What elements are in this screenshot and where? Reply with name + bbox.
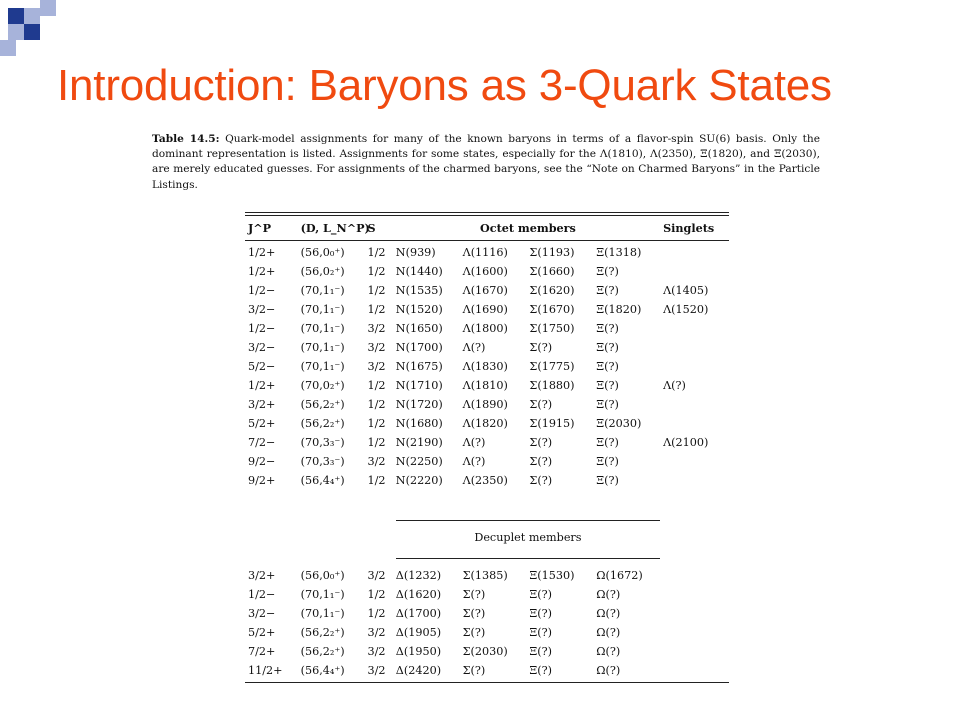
decuplet-cell-omega-member: Ω(?) — [596, 645, 621, 658]
octet-cell-n-member: N(1650) — [395, 322, 443, 335]
octet-cell-n-member: N(1675) — [395, 360, 443, 373]
header-octet-members: Octet members — [480, 221, 576, 235]
decuplet-cell-jp: 7/2+ — [248, 645, 276, 658]
octet-cell-n-member: N(1535) — [395, 284, 443, 297]
octet-cell-representation: (70,1₁⁻) — [300, 341, 345, 354]
octet-cell-sigma-member: Σ(1915) — [529, 417, 575, 430]
caption-label: Table 14.5: — [152, 133, 220, 145]
octet-cell-singlet — [660, 243, 729, 262]
octet-cell-jp: 1/2+ — [248, 265, 276, 278]
octet-cell-spin: 1/2 — [367, 417, 386, 430]
octet-cell-n-member: N(1520) — [395, 303, 443, 316]
octet-cell-xi-member: Ξ(?) — [596, 284, 619, 297]
octet-cell-n-member: N(1710) — [395, 379, 443, 392]
decuplet-cell-omega-member: Ω(?) — [596, 607, 621, 620]
octet-cell-xi-member: Ξ(1820) — [596, 303, 642, 316]
octet-cell-spin: 1/2 — [367, 474, 386, 487]
octet-cell-singlet: Λ(?) — [663, 379, 686, 392]
octet-body — [245, 243, 729, 490]
decuplet-row — [245, 661, 729, 680]
octet-cell-lambda-member: Λ(1820) — [462, 417, 508, 430]
octet-cell-xi-member: Ξ(?) — [596, 360, 619, 373]
decuplet-cell-sigma-member: Σ(2030) — [462, 645, 508, 658]
octet-cell-xi-member: Ξ(?) — [596, 436, 619, 449]
octet-cell-n-member: N(2190) — [395, 436, 443, 449]
octet-cell-lambda-member: Λ(?) — [462, 455, 486, 468]
octet-cell-lambda-member: Λ(1890) — [462, 398, 508, 411]
decuplet-row — [245, 585, 729, 604]
decuplet-cell-spin: 3/2 — [367, 626, 386, 639]
octet-cell-singlet — [660, 319, 729, 338]
decuplet-row — [245, 642, 729, 661]
decuplet-bottom-rule — [396, 558, 660, 559]
header-jp: J^P — [248, 221, 272, 235]
octet-cell-spin: 1/2 — [367, 436, 386, 449]
octet-cell-representation: (70,3₃⁻) — [300, 455, 345, 468]
octet-cell-spin: 1/2 — [367, 246, 386, 259]
octet-row — [245, 262, 729, 281]
decuplet-cell-sigma-member: Σ(?) — [462, 588, 486, 601]
decuplet-cell-xi-member: Ξ(?) — [529, 588, 553, 601]
octet-cell-sigma-member: Σ(1660) — [529, 265, 575, 278]
octet-cell-xi-member: Ξ(?) — [596, 341, 619, 354]
octet-cell-sigma-member: Σ(?) — [529, 436, 553, 449]
octet-cell-xi-member: Ξ(2030) — [596, 417, 642, 430]
decuplet-cell-representation: (56,2₂⁺) — [300, 626, 345, 639]
octet-cell-n-member: N(1440) — [395, 265, 443, 278]
octet-cell-jp: 9/2+ — [248, 474, 276, 487]
header-d-l: (D, L_N^P) — [300, 221, 370, 235]
octet-cell-representation: (70,1₁⁻) — [300, 303, 345, 316]
decuplet-cell-sigma-member: Σ(?) — [462, 626, 486, 639]
decuplet-cell-spin: 1/2 — [367, 607, 386, 620]
octet-cell-n-member: N(2220) — [395, 474, 443, 487]
octet-cell-lambda-member: Λ(1116) — [462, 246, 508, 259]
octet-cell-representation: (56,4₄⁺) — [300, 474, 345, 487]
octet-cell-jp: 1/2− — [248, 284, 276, 297]
octet-cell-lambda-member: Λ(2350) — [462, 474, 508, 487]
octet-cell-xi-member: Ξ(?) — [596, 265, 619, 278]
decuplet-cell-omega-member: Ω(?) — [596, 664, 621, 677]
octet-cell-sigma-member: Σ(?) — [529, 474, 553, 487]
octet-cell-xi-member: Ξ(?) — [596, 398, 619, 411]
octet-cell-spin: 3/2 — [367, 322, 386, 335]
octet-cell-singlet — [660, 471, 729, 490]
corner-square-dark-1 — [8, 8, 24, 24]
decuplet-cell-spin: 3/2 — [367, 569, 386, 582]
octet-row — [245, 281, 729, 300]
decuplet-cell-xi-member: Ξ(?) — [529, 645, 553, 658]
decuplet-cell-delta-member: Δ(1950) — [395, 645, 442, 658]
decuplet-cell-omega-member: Ω(?) — [596, 588, 621, 601]
octet-cell-singlet: Λ(1520) — [663, 303, 709, 316]
octet-cell-spin: 1/2 — [367, 379, 386, 392]
octet-cell-jp: 1/2+ — [248, 246, 276, 259]
octet-row — [245, 376, 729, 395]
table-header-row — [245, 216, 729, 241]
decuplet-cell-representation: (70,1₁⁻) — [300, 607, 345, 620]
corner-square-dark-2 — [24, 24, 40, 40]
caption-text: Quark-model assignments for many of the known baryons in terms of a flavor-spin SU(6) basis. Only the dominant representation is listed. Assignments for some states, especially for the Λ(1810), Λ(2350), Ξ(1820), and Ξ(2030), are merely educated guesses. For assignments of the charmed baryons, see the “Note on Charmed Baryons” in the Particle Listings. — [152, 133, 821, 191]
decuplet-row — [245, 566, 729, 585]
decuplet-top-rule — [396, 520, 660, 521]
octet-cell-xi-member: Ξ(?) — [596, 322, 619, 335]
octet-row — [245, 338, 729, 357]
decuplet-cell-representation: (56,0₀⁺) — [300, 569, 345, 582]
corner-square-light-2 — [40, 0, 56, 16]
octet-cell-jp: 5/2− — [248, 360, 276, 373]
decuplet-cell-jp: 3/2+ — [248, 569, 276, 582]
baryon-table — [245, 212, 729, 683]
slide-title: Introduction: Baryons as 3-Quark States — [57, 61, 832, 110]
octet-cell-jp: 7/2− — [248, 436, 276, 449]
octet-cell-lambda-member: Λ(?) — [462, 341, 486, 354]
octet-cell-representation: (70,0₂⁺) — [300, 379, 345, 392]
decuplet-row — [245, 623, 729, 642]
octet-cell-spin: 1/2 — [367, 398, 386, 411]
octet-cell-xi-member: Ξ(?) — [596, 474, 619, 487]
octet-cell-spin: 3/2 — [367, 341, 386, 354]
table-caption — [152, 132, 820, 193]
octet-row — [245, 300, 729, 319]
octet-cell-jp: 1/2+ — [248, 379, 276, 392]
octet-cell-jp: 9/2− — [248, 455, 276, 468]
octet-cell-singlet — [660, 452, 729, 471]
decuplet-row — [245, 604, 729, 623]
decuplet-cell-representation: (56,2₂⁺) — [300, 645, 345, 658]
octet-row — [245, 471, 729, 490]
octet-cell-sigma-member: Σ(1193) — [529, 246, 575, 259]
octet-cell-sigma-member: Σ(?) — [529, 398, 553, 411]
octet-cell-representation: (56,2₂⁺) — [300, 417, 345, 430]
decuplet-cell-sigma-member: Σ(?) — [462, 664, 486, 677]
decuplet-cell-spin: 3/2 — [367, 664, 386, 677]
octet-row — [245, 452, 729, 471]
decuplet-cell-delta-member: Δ(1232) — [395, 569, 442, 582]
octet-cell-lambda-member: Λ(1600) — [462, 265, 508, 278]
octet-cell-singlet — [660, 262, 729, 281]
decuplet-cell-representation: (70,1₁⁻) — [300, 588, 345, 601]
octet-cell-representation: (70,1₁⁻) — [300, 322, 345, 335]
octet-cell-lambda-member: Λ(1670) — [462, 284, 508, 297]
corner-square-light-1 — [24, 8, 40, 24]
octet-cell-n-member: N(939) — [395, 246, 436, 259]
octet-cell-jp: 3/2+ — [248, 398, 276, 411]
octet-cell-sigma-member: Σ(1670) — [529, 303, 575, 316]
octet-cell-representation: (70,1₁⁻) — [300, 360, 345, 373]
corner-square-light-3 — [8, 24, 24, 40]
decuplet-cell-spin: 1/2 — [367, 588, 386, 601]
octet-cell-lambda-member: Λ(1690) — [462, 303, 508, 316]
decuplet-body — [245, 490, 729, 680]
octet-row — [245, 433, 729, 452]
octet-cell-singlet — [660, 414, 729, 433]
octet-cell-singlet — [660, 338, 729, 357]
octet-cell-xi-member: Ξ(1318) — [596, 246, 642, 259]
octet-cell-representation: (56,0₂⁺) — [300, 265, 345, 278]
octet-cell-n-member: N(1700) — [395, 341, 443, 354]
octet-cell-lambda-member: Λ(1800) — [462, 322, 508, 335]
octet-cell-singlet: Λ(2100) — [663, 436, 709, 449]
decuplet-cell-jp: 1/2− — [248, 588, 276, 601]
octet-cell-sigma-member: Σ(1880) — [529, 379, 575, 392]
octet-row — [245, 357, 729, 376]
table-bottom-rule — [245, 682, 729, 683]
octet-cell-representation: (70,3₃⁻) — [300, 436, 345, 449]
header-singlets: Singlets — [663, 221, 715, 235]
decuplet-cell-sigma-member: Σ(1385) — [462, 569, 508, 582]
octet-cell-n-member: N(1680) — [395, 417, 443, 430]
octet-cell-sigma-member: Σ(1620) — [529, 284, 575, 297]
decuplet-cell-delta-member: Δ(1620) — [395, 588, 442, 601]
octet-cell-jp: 5/2+ — [248, 417, 276, 430]
decuplet-cell-sigma-member: Σ(?) — [462, 607, 486, 620]
octet-cell-lambda-member: Λ(1830) — [462, 360, 508, 373]
octet-cell-representation: (56,2₂⁺) — [300, 398, 345, 411]
octet-cell-sigma-member: Σ(1750) — [529, 322, 575, 335]
decuplet-cell-omega-member: Ω(1672) — [596, 569, 643, 582]
octet-cell-sigma-member: Σ(?) — [529, 455, 553, 468]
octet-cell-lambda-member: Λ(1810) — [462, 379, 508, 392]
octet-cell-spin: 1/2 — [367, 284, 386, 297]
octet-row — [245, 395, 729, 414]
decuplet-cell-delta-member: Δ(1700) — [395, 607, 442, 620]
decuplet-cell-omega-member: Ω(?) — [596, 626, 621, 639]
octet-cell-jp: 1/2− — [248, 322, 276, 335]
octet-cell-sigma-member: Σ(?) — [529, 341, 553, 354]
octet-cell-sigma-member: Σ(1775) — [529, 360, 575, 373]
octet-cell-representation: (56,0₀⁺) — [300, 246, 345, 259]
decuplet-cell-spin: 3/2 — [367, 645, 386, 658]
octet-cell-jp: 3/2− — [248, 303, 276, 316]
decuplet-cell-xi-member: Ξ(1530) — [529, 569, 575, 582]
octet-cell-singlet: Λ(1405) — [663, 284, 709, 297]
octet-cell-jp: 3/2− — [248, 341, 276, 354]
octet-cell-representation: (70,1₁⁻) — [300, 284, 345, 297]
decuplet-cell-xi-member: Ξ(?) — [529, 607, 553, 620]
octet-cell-singlet — [660, 395, 729, 414]
octet-cell-spin: 3/2 — [367, 360, 386, 373]
decuplet-cell-xi-member: Ξ(?) — [529, 664, 553, 677]
octet-cell-lambda-member: Λ(?) — [462, 436, 486, 449]
octet-row — [245, 243, 729, 262]
decuplet-cell-jp: 5/2+ — [248, 626, 276, 639]
decuplet-cell-delta-member: Δ(1905) — [395, 626, 442, 639]
decuplet-cell-jp: 3/2− — [248, 607, 276, 620]
octet-cell-xi-member: Ξ(?) — [596, 379, 619, 392]
octet-cell-spin: 3/2 — [367, 455, 386, 468]
octet-cell-n-member: N(1720) — [395, 398, 443, 411]
octet-cell-spin: 1/2 — [367, 303, 386, 316]
octet-row — [245, 414, 729, 433]
decuplet-cell-jp: 11/2+ — [248, 664, 283, 677]
decuplet-cell-representation: (56,4₄⁺) — [300, 664, 345, 677]
octet-cell-singlet — [660, 357, 729, 376]
decuplet-cell-delta-member: Δ(2420) — [395, 664, 442, 677]
octet-cell-xi-member: Ξ(?) — [596, 455, 619, 468]
octet-cell-n-member: N(2250) — [395, 455, 443, 468]
decuplet-header: Decuplet members — [474, 531, 582, 544]
decuplet-cell-xi-member: Ξ(?) — [529, 626, 553, 639]
octet-row — [245, 319, 729, 338]
corner-square-light-4 — [0, 40, 16, 56]
octet-cell-spin: 1/2 — [367, 265, 386, 278]
header-s: S — [367, 221, 376, 235]
